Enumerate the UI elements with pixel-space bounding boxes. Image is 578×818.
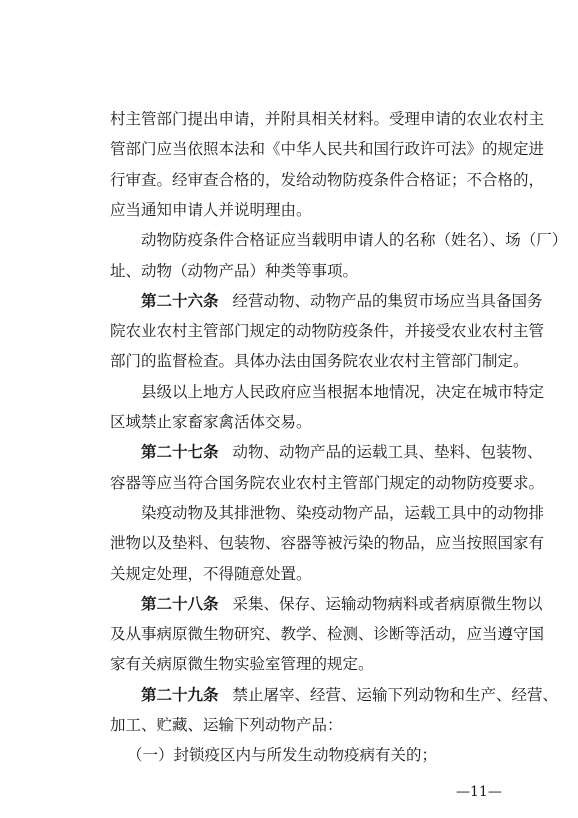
text-line: 及从事病原微生物研究、教学、检测、诊断等活动，应当遵守国 [110,625,545,644]
article-29-heading: 第二十九条 [141,685,219,704]
page-number: —11— [456,784,502,800]
text-line: 村主管部门提出申请，并附具相关材料。受理申请的农业农村主 [110,110,545,128]
text-line: 动物、动物产品的运载工具、垫料、包装物、 [232,443,543,462]
article-26-heading: 第二十六条 [141,291,219,310]
article-28-heading: 第二十八条 [141,594,219,613]
text-line: 区域禁止家畜家禽活体交易。 [110,413,312,431]
text-line: 院农业农村主管部门规定的动物防疫条件，并接受农业农村主管 [110,322,545,341]
list-item: （一）封锁疫区内与所发生动物疫病有关的； [127,746,438,765]
article-27-heading: 第二十七条 [141,443,219,462]
text-line: 禁止屠宰、经营、运输下列动物和生产、经营、 [232,685,559,704]
text-line: 行审查。经审查合格的，发给动物防疫条件合格证；不合格的， [110,170,545,189]
text-line: 加工、贮藏、运输下列动物产品： [110,716,343,734]
text-line: 址、动物（动物产品）种类等事项。 [110,261,359,280]
text-line: 管部门应当依照本法和《中华人民共和国行政许可法》的规定进 [110,140,545,159]
text-line: 染疫动物及其排泄物、染疫动物产品，运载工具中的动物排 [141,503,545,522]
text-line: 动物防疫条件合格证应当载明申请人的名称（姓名）、场（厂） [141,231,568,250]
article-28-first-line [110,593,543,615]
text-line: 经营动物、动物产品的集贸市场应当具备国务 [232,291,543,310]
text-line: 容器等应当符合国务院农业农村主管部门规定的动物防疫要求。 [110,473,545,492]
article-26-first-line [110,290,543,312]
text-line: 家有关病原微生物实验室管理的规定。 [110,655,374,674]
text-line: 县级以上地方人民政府应当根据本地情况，决定在城市特定 [141,382,545,401]
text-line: 采集、保存、运输动物病料或者病原微生物以 [232,594,543,613]
article-29-first-line [110,684,559,706]
text-line: 关规定处理，不得随意处置。 [110,564,312,583]
text-line: 泄物以及垫料、包装物、容器等被污染的物品，应当按照国家有 [110,534,545,553]
text-line: 部门的监督检查。具体办法由国务院农业农村主管部门制定。 [110,352,529,371]
text-line: 应当通知申请人并说明理由。 [110,200,312,219]
article-27-first-line [110,441,543,463]
